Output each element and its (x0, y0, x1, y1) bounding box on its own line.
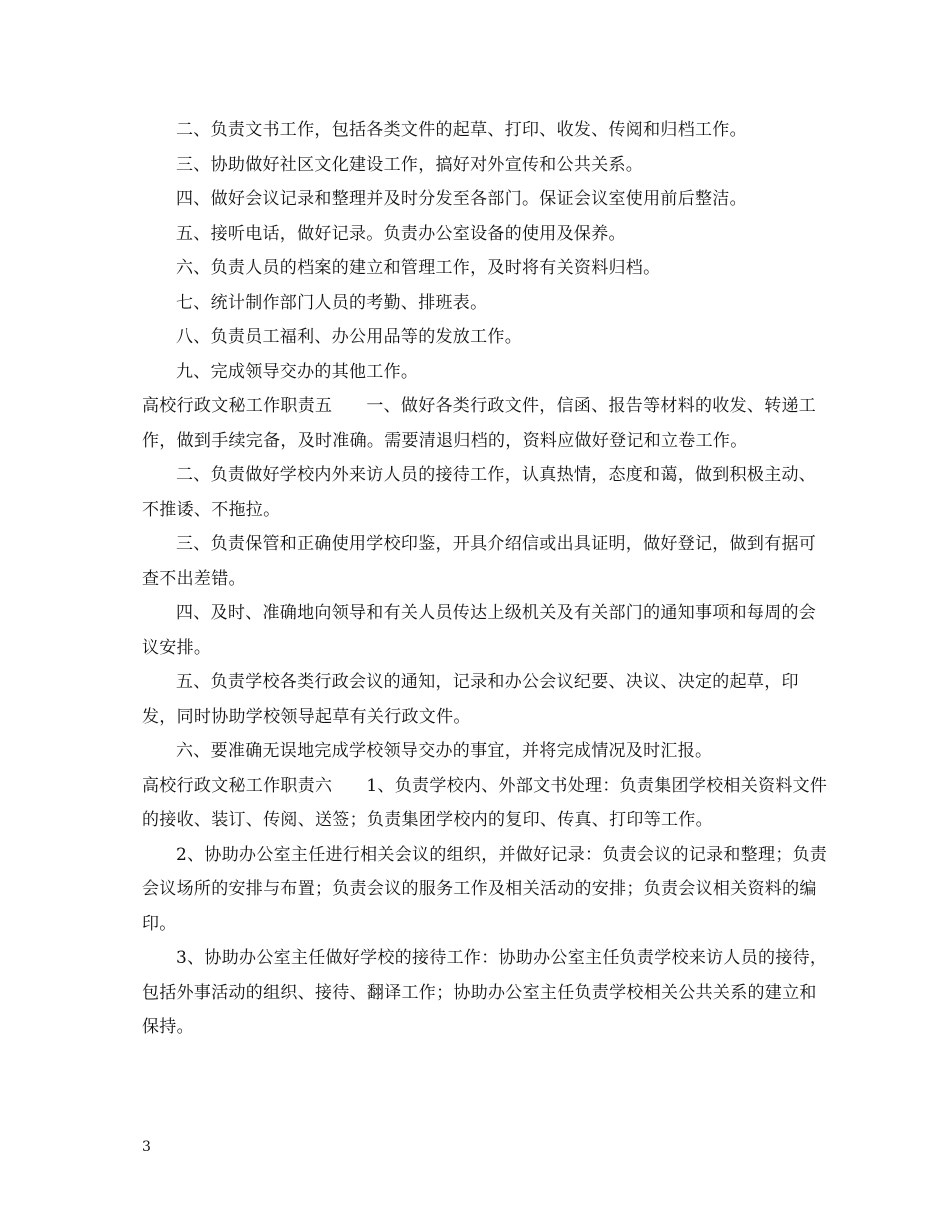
section6-paragraph (142, 769, 832, 838)
section6-heading: 高校行政文秘工作职责六 (142, 775, 333, 796)
paragraph-item-3: 三、协助做好社区文化建设工作，搞好对外宣传和公共关系。 (176, 154, 644, 175)
paragraph-item-8: 八、负责员工福利、办公用品等的发放工作。 (176, 327, 522, 347)
section6-item-3: 3、协助办公室主任做好学校的接待工作：协助办公室主任负责学校来访人员的接待，包括外事活动的组织、接待、翻译工作；协助办公室主任负责学校相关公共关系的建立和保持。 (142, 948, 828, 1037)
paragraph-item-7: 七、统计制作部门人员的考勤、排班表。 (176, 292, 488, 313)
section5-heading: 高校行政文秘工作职责五 (142, 396, 333, 416)
paragraph-item-4: 四、做好会议记录和整理并及时分发至各部门。保证会议室使用前后整洁。 (176, 189, 747, 209)
page-number: 3 (142, 1139, 151, 1155)
section5-item-6: 六、要准确无误地完成学校领导交办的事宜，并将完成情况及时汇报。 (176, 741, 713, 761)
section6-item-1: 1、负责学校内、外部文书处理：负责集团学校相关资料文件的接收、装订、传阅、送签；负责集团学校内的复印、传真、打印等工作。 (142, 775, 828, 830)
section5-item-4: 四、及时、准确地向领导和有关人员传达上级机关及有关部门的通知事项和每周的会议安排。 (142, 603, 817, 658)
section5-paragraph (142, 389, 832, 458)
paragraph-item-5: 五、接听电话，做好记录。负责办公室设备的使用及保养。 (176, 223, 626, 244)
paragraph-item-2: 二、负责文书工作，包括各类文件的起草、打印、收发、传阅和归档工作。 (176, 120, 747, 140)
paragraph-item-9: 九、完成领导交办的其他工作。 (176, 361, 419, 382)
document-body (142, 113, 832, 1045)
section5-item-1: 一、做好各类行政文件，信函、报告等材料的收发、转递工作，做到手续完备，及时准确。需要清退归档的，资料应做好登记和立卷工作。 (142, 396, 817, 451)
section5-item-3: 三、负责保管和正确使用学校印鉴，开具介绍信或出具证明，做好登记，做到有据可查不出差错。 (142, 534, 817, 589)
section5-item-5: 五、负责学校各类行政会议的通知，记录和办公会议纪要、决议、决定的起草，印发，同时协助学校领导起草有关行政文件。 (142, 672, 799, 727)
section6-item-2: 2、协助办公室主任进行相关会议的组织，并做好记录：负责会议的记录和整理；负责会议场所的安排与布置；负责会议的服务工作及相关活动的安排；负责会议相关资料的编印。 (142, 844, 828, 934)
section5-item-2: 二、负责做好学校内外来访人员的接待工作，认真热情，态度和蔼，做到积极主动、不推诿、不拖拉。 (142, 465, 817, 520)
paragraph-item-6: 六、负责人员的档案的建立和管理工作，及时将有关资料归档。 (176, 258, 661, 278)
